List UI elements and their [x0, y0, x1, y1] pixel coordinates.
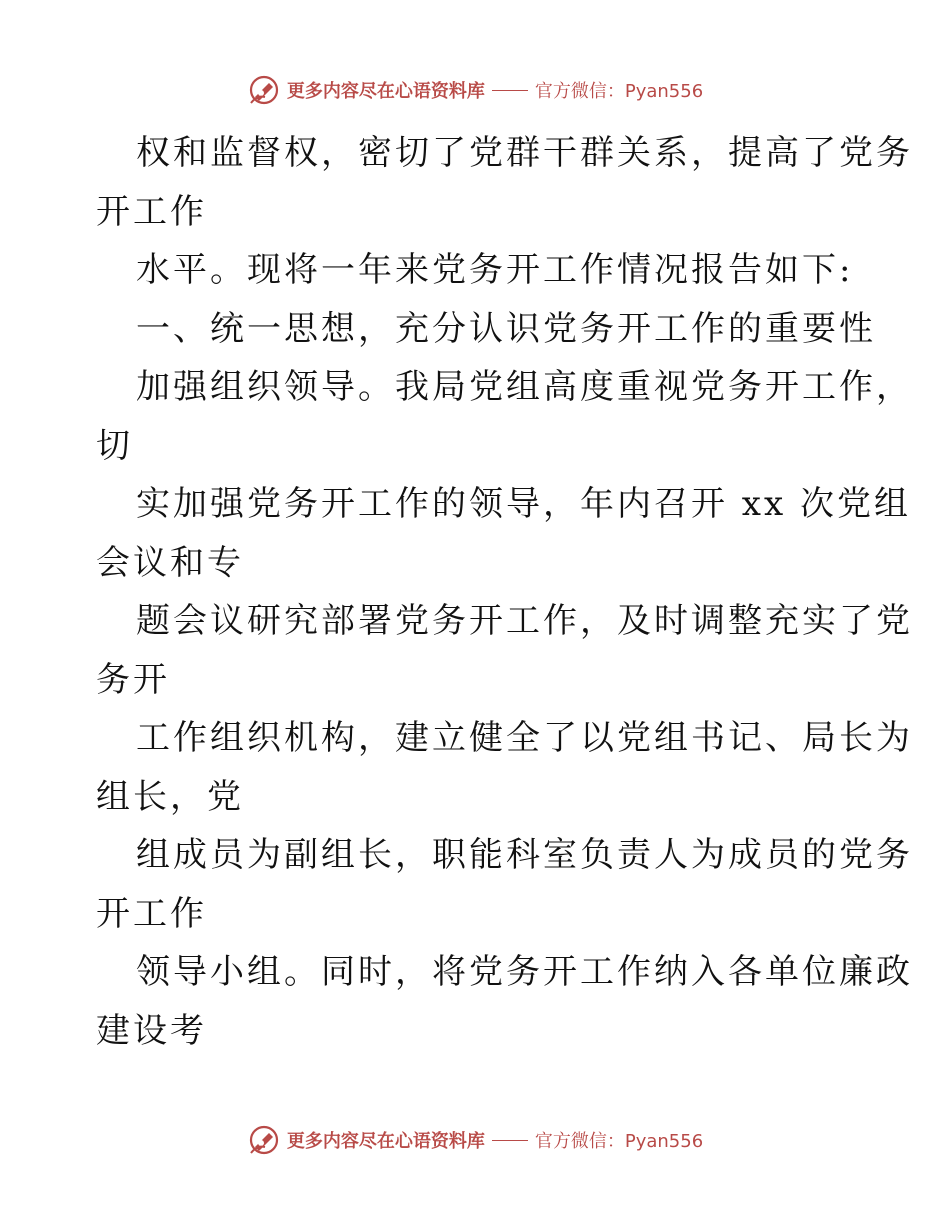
watermark-divider	[492, 1140, 528, 1141]
doc-line-7: 实加强党务开工作的领导，年内召开 xx 次党组	[136, 484, 911, 524]
doc-line-3: 水平。现将一年来党务开工作情况报告如下:	[136, 250, 854, 290]
doc-line-2: 开工作	[96, 191, 207, 232]
doc-section-heading: 一、统一思想，充分认识党务开工作的重要性	[136, 308, 876, 349]
watermark-brand-text: 更多内容尽在心语资料库	[286, 81, 485, 102]
doc-line-15: 领导小组。同时，将党务开工作纳入各单位廉政	[136, 952, 913, 992]
pen-logo-icon	[247, 73, 281, 107]
header-watermark	[0, 70, 950, 110]
watermark-divider	[492, 90, 528, 91]
footer-watermark	[0, 1120, 950, 1160]
doc-line-5: 加强组织领导。我局党组高度重视党务开工作，	[136, 367, 913, 407]
doc-line-8: 会议和专	[96, 542, 244, 583]
doc-line-9: 题会议研究部署党务开工作，及时调整充实了党	[136, 601, 913, 641]
doc-line-12: 组长，党	[96, 776, 244, 817]
doc-line-10: 务开	[96, 659, 170, 700]
watermark-wechat-text: 官方微信：Pyan556	[534, 81, 704, 102]
document-body	[96, 124, 913, 1060]
watermark-wechat-text: 官方微信：Pyan556	[534, 1131, 704, 1152]
doc-line-14: 开工作	[96, 893, 207, 934]
doc-line-13: 组成员为副组长，职能科室负责人为成员的党务	[136, 835, 913, 875]
doc-line-1: 权和监督权，密切了党群干群关系，提高了党务	[136, 133, 913, 173]
pen-logo-icon	[247, 1123, 281, 1157]
watermark-brand-text: 更多内容尽在心语资料库	[286, 1131, 485, 1152]
doc-line-11: 工作组织机构，建立健全了以党组书记、局长为	[136, 718, 913, 758]
doc-line-16: 建设考	[96, 1010, 207, 1051]
doc-line-6: 切	[96, 425, 133, 466]
